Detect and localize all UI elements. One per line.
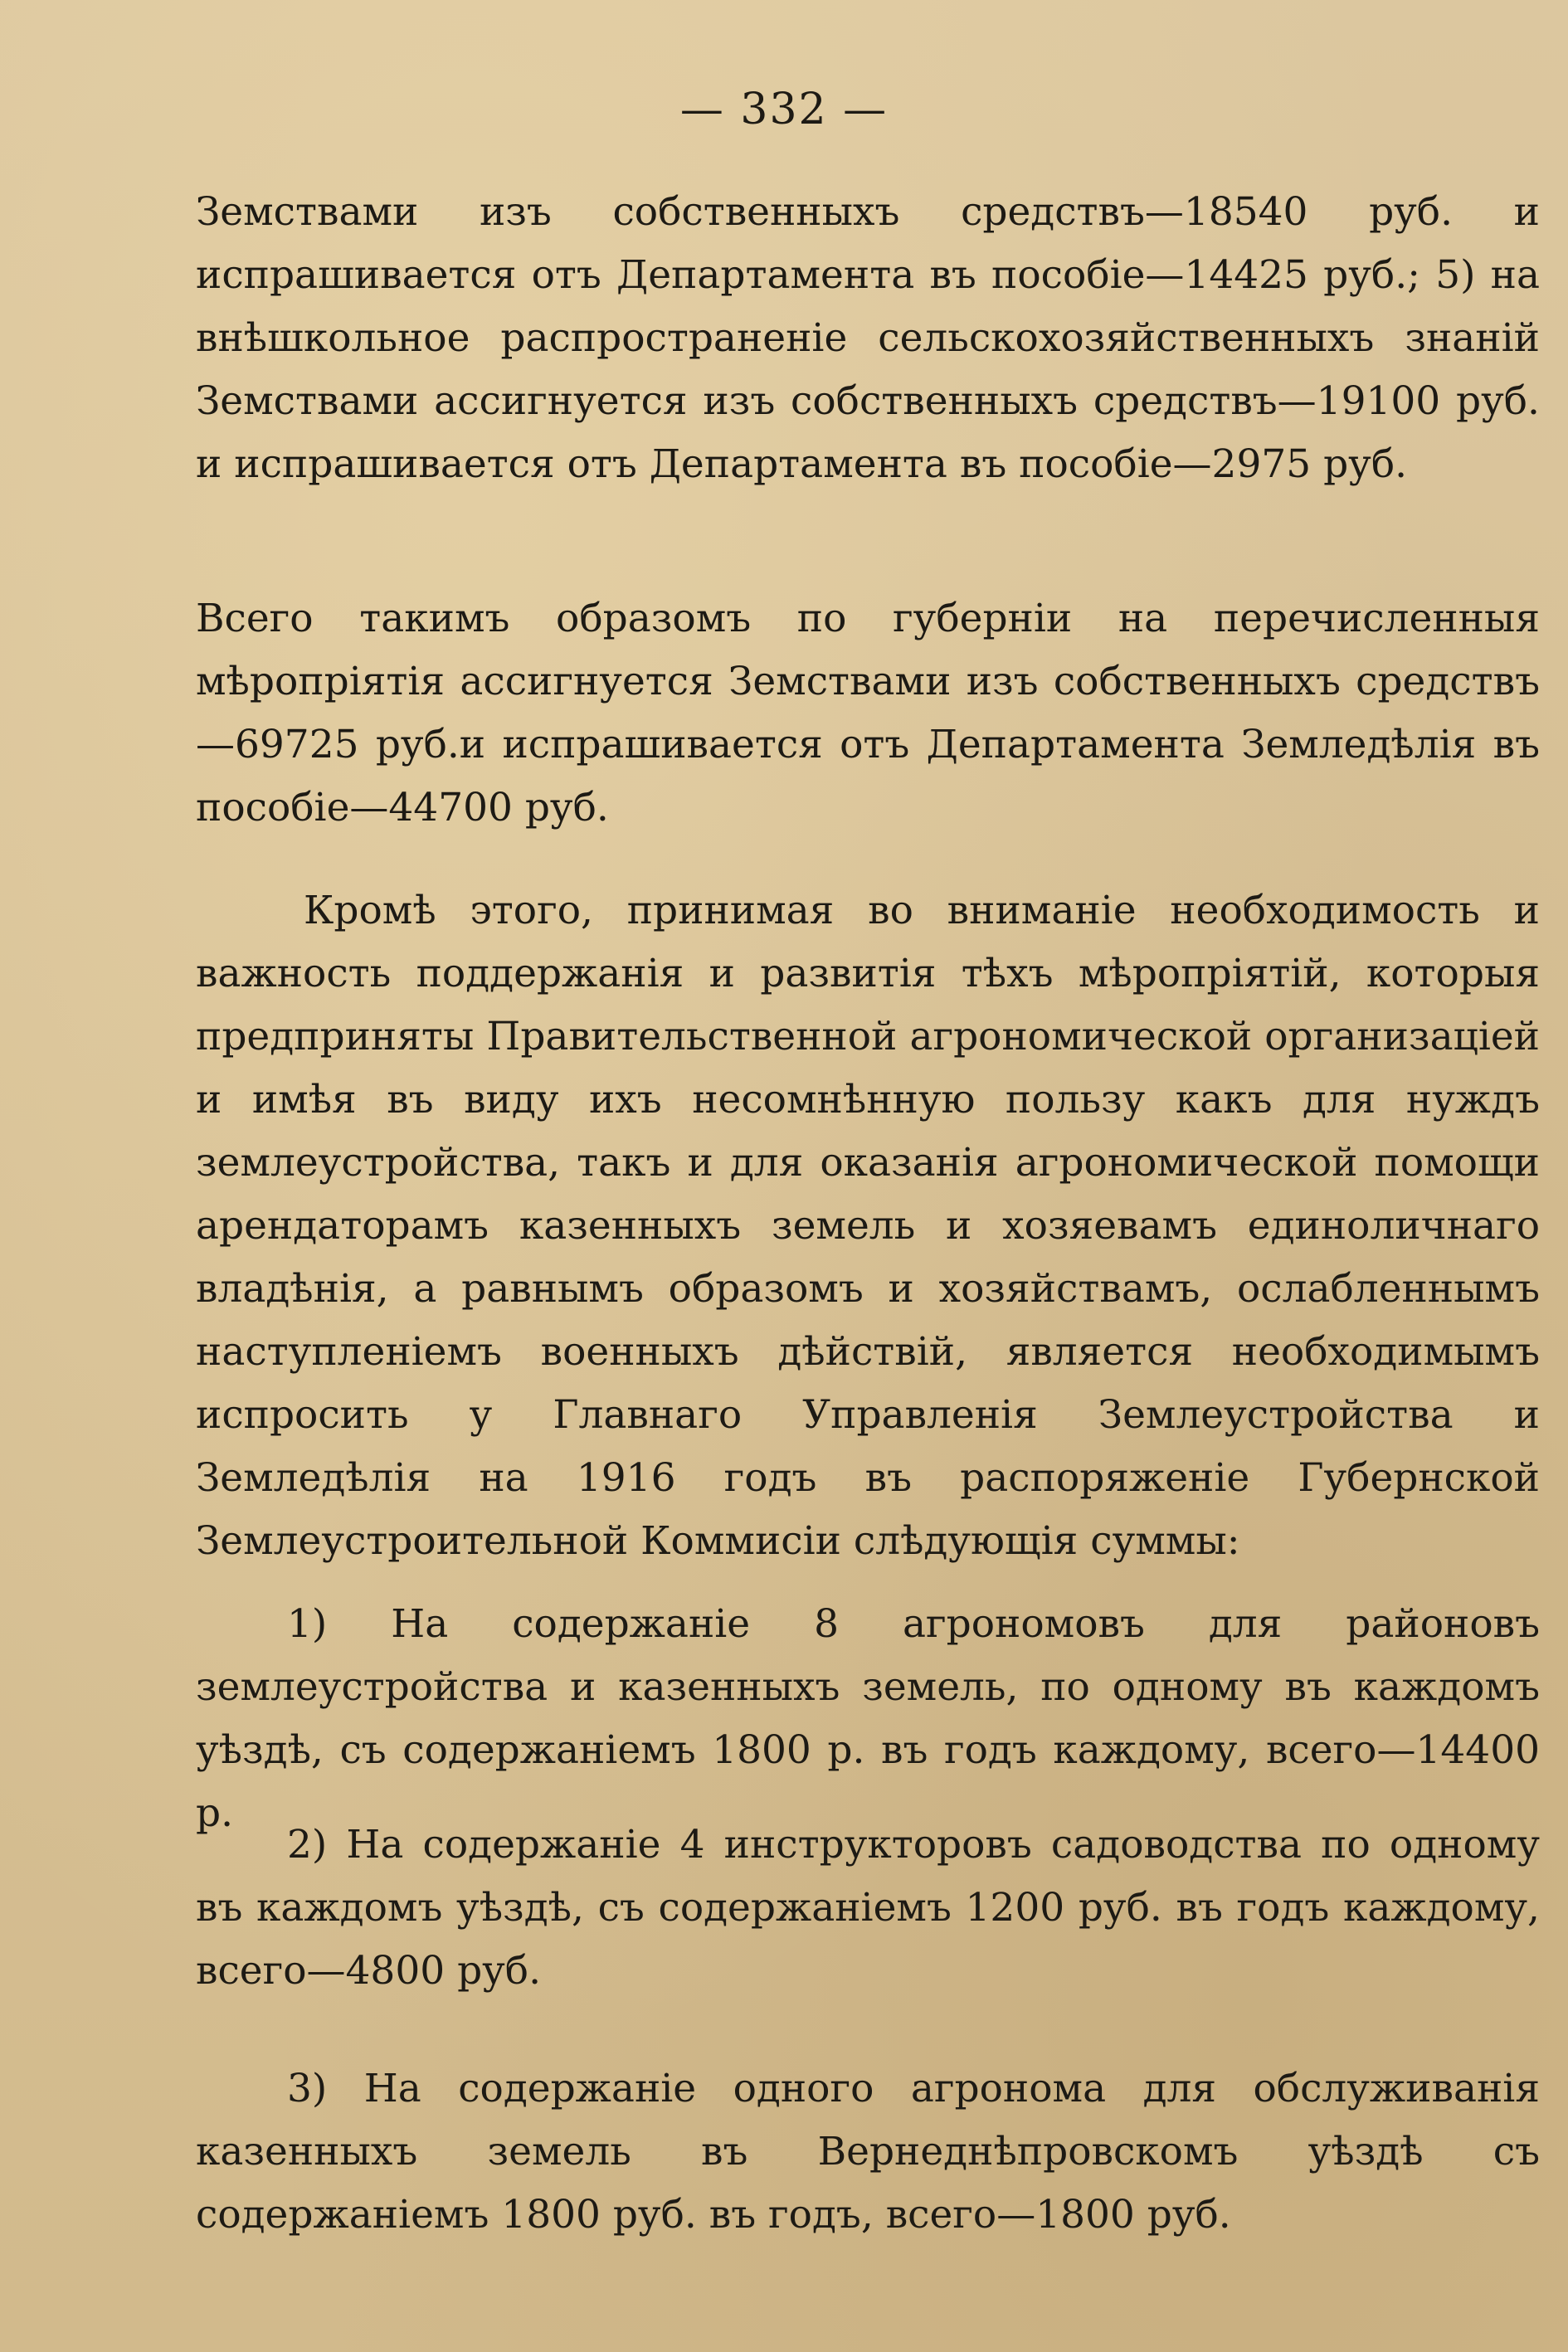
page-number: — 332 —	[679, 85, 889, 134]
paragraph-continuation: Земствами изъ собственныхъ средствъ—18540 руб. и испрашивается отъ Департамента въ пособiе—14425 руб.; 5) на внѣшкольное распространенiе сельскохозяйственныхъ знанiй Земствами ассигнуется изъ собственныхъ средствъ—19100 руб. и испрашивается отъ Департамента въ пособiе—2975 руб.	[196, 189, 1540, 487]
paragraph-main: Кромѣ этого, принимая во вниманiе необходимость и важность поддержанiя и развитiя тѣхъ мѣропрiятiй, которыя предприняты Правительственной агрономической организацiей и имѣя въ виду ихъ несомнѣнную пользу какъ для нуждъ землеустройства, такъ и для оказанiя агрономической помощи арендаторамъ казенныхъ земель и хозяевамъ единоличнаго владѣнiя, а равнымъ образомъ и хозяйствамъ, ослабленнымъ наступленiемъ военныхъ дѣйствiй, является необходимымъ испросить у Главнаго Управленiя Землеустройства и Земледѣлiя на 1916 годъ въ распоряженiе Губернской Землеустроительной Коммисiи слѣдующiя суммы:	[196, 888, 1540, 1564]
list-item-1: 1) На содержанiе 8 агрономовъ для районовъ землеустройства и казенныхъ земель, по одному въ каждомъ уѣздѣ, съ содержанiемъ 1800 р. въ годъ каждому, всего—14400 р.	[196, 1601, 1540, 1836]
paragraph-total: Всего такимъ образомъ по губернiи на перечисленныя мѣропрiятiя ассигнуется Земствами изъ собственныхъ средствъ—69725 руб.и испрашивается отъ Департамента Земледѣлiя въ пособiе—44700 руб.	[196, 596, 1540, 830]
list-item-2: 2) На содержанiе 4 инструкторовъ садоводства по одному въ каждомъ уѣздѣ, съ содержанiемъ 1200 руб. въ годъ каждому, всего—4800 руб.	[196, 1822, 1540, 1994]
list-item-3: 3) На содержанiе одного агронома для обслуживанiя казенныхъ земель въ Вернеднѣпровскомъ уѣздѣ съ содержанiемъ 1800 руб. въ годъ, всего—1800 руб.	[196, 2066, 1540, 2238]
